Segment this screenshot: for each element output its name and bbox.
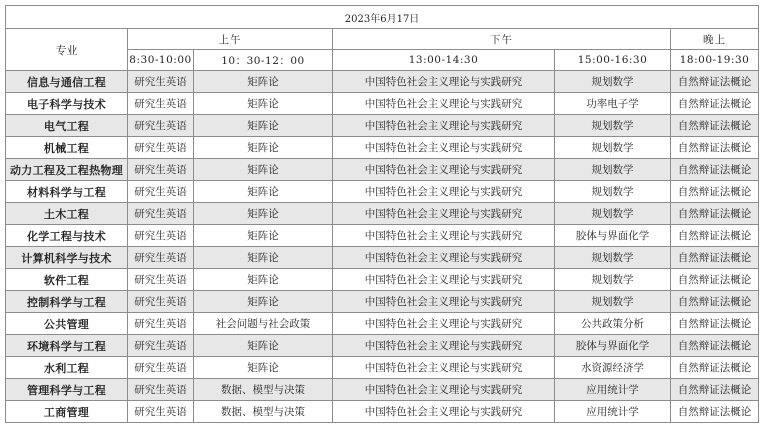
- major-cell[interactable]: 软件工程: [6, 269, 128, 291]
- time-slot-2[interactable]: 10：30-12：00: [194, 50, 333, 71]
- time-slot-1[interactable]: 8:30-10:00: [128, 50, 194, 71]
- slot-5-cell[interactable]: 自然辩证法概论: [671, 291, 759, 313]
- major-cell[interactable]: 控制科学与工程: [6, 291, 128, 313]
- major-cell[interactable]: 化学工程与技术: [6, 225, 128, 247]
- slot-5-cell[interactable]: 自然辩证法概论: [671, 247, 759, 269]
- slot-1-cell[interactable]: 研究生英语: [128, 313, 194, 335]
- table-row: [6, 225, 759, 247]
- slot-5-cell[interactable]: 自然辩证法概论: [671, 93, 759, 115]
- slot-3-cell[interactable]: 中国特色社会主义理论与实践研究: [333, 159, 555, 181]
- table-row: [6, 71, 759, 93]
- slot-3-cell[interactable]: 中国特色社会主义理论与实践研究: [333, 379, 555, 401]
- slot-1-cell[interactable]: 研究生英语: [128, 401, 194, 423]
- major-cell[interactable]: 计算机科学与技术: [6, 247, 128, 269]
- slot-2-cell[interactable]: 矩阵论: [194, 115, 333, 137]
- slot-2-cell[interactable]: 矩阵论: [194, 93, 333, 115]
- table-row: [6, 137, 759, 159]
- major-cell[interactable]: 环境科学与工程: [6, 335, 128, 357]
- slot-4-cell[interactable]: 规划数学: [555, 159, 671, 181]
- slot-1-cell[interactable]: 研究生英语: [128, 115, 194, 137]
- slot-2-cell[interactable]: 矩阵论: [194, 291, 333, 313]
- slot-5-cell[interactable]: 自然辩证法概论: [671, 401, 759, 423]
- slot-3-cell[interactable]: 中国特色社会主义理论与实践研究: [333, 203, 555, 225]
- slot-3-cell[interactable]: 中国特色社会主义理论与实践研究: [333, 247, 555, 269]
- table-row: [6, 115, 759, 137]
- major-cell[interactable]: 管理科学与工程: [6, 379, 128, 401]
- slot-1-cell[interactable]: 研究生英语: [128, 181, 194, 203]
- slot-3-cell[interactable]: 中国特色社会主义理论与实践研究: [333, 313, 555, 335]
- table-row: [6, 379, 759, 401]
- slot-3-cell[interactable]: 中国特色社会主义理论与实践研究: [333, 115, 555, 137]
- slot-1-cell[interactable]: 研究生英语: [128, 291, 194, 313]
- table-row: [6, 247, 759, 269]
- table-row: [6, 93, 759, 115]
- slot-1-cell[interactable]: 研究生英语: [128, 159, 194, 181]
- slot-3-cell[interactable]: 中国特色社会主义理论与实践研究: [333, 357, 555, 379]
- slot-5-cell[interactable]: 自然辩证法概论: [671, 115, 759, 137]
- table-row: [6, 291, 759, 313]
- major-column-header[interactable]: 专业: [6, 29, 128, 71]
- slot-3-cell[interactable]: 中国特色社会主义理论与实践研究: [333, 335, 555, 357]
- slot-2-cell[interactable]: 矩阵论: [194, 181, 333, 203]
- table-row: [6, 335, 759, 357]
- slot-4-cell[interactable]: 规划数学: [555, 203, 671, 225]
- period-afternoon[interactable]: 下午: [333, 29, 671, 50]
- table-row: [6, 313, 759, 335]
- slot-3-cell[interactable]: 中国特色社会主义理论与实践研究: [333, 225, 555, 247]
- period-evening[interactable]: 晚上: [671, 29, 759, 50]
- major-cell[interactable]: 电子科学与技术: [6, 93, 128, 115]
- table-row: [6, 401, 759, 423]
- slot-2-cell[interactable]: 矩阵论: [194, 225, 333, 247]
- slot-3-cell[interactable]: 中国特色社会主义理论与实践研究: [333, 181, 555, 203]
- slot-4-cell[interactable]: 规划数学: [555, 115, 671, 137]
- table-row: [6, 269, 759, 291]
- slot-3-cell[interactable]: 中国特色社会主义理论与实践研究: [333, 71, 555, 93]
- slot-1-cell[interactable]: 研究生英语: [128, 247, 194, 269]
- slot-3-cell[interactable]: 中国特色社会主义理论与实践研究: [333, 93, 555, 115]
- slot-4-cell[interactable]: 规划数学: [555, 269, 671, 291]
- major-cell[interactable]: 土木工程: [6, 203, 128, 225]
- period-row: [6, 29, 759, 50]
- slot-5-cell[interactable]: 自然辩证法概论: [671, 159, 759, 181]
- slot-3-cell[interactable]: 中国特色社会主义理论与实践研究: [333, 291, 555, 313]
- slot-5-cell[interactable]: 自然辩证法概论: [671, 225, 759, 247]
- time-slot-4[interactable]: 15:00-16:30: [555, 50, 671, 71]
- slot-2-cell[interactable]: 社会问题与社会政策: [194, 313, 333, 335]
- slot-3-cell[interactable]: 中国特色社会主义理论与实践研究: [333, 401, 555, 423]
- slot-2-cell[interactable]: 矩阵论: [194, 269, 333, 291]
- slot-1-cell[interactable]: 研究生英语: [128, 269, 194, 291]
- table-row: [6, 357, 759, 379]
- date-row: [6, 6, 759, 29]
- major-cell[interactable]: 机械工程: [6, 137, 128, 159]
- slot-4-cell[interactable]: 胶体与界面化学: [555, 335, 671, 357]
- major-cell[interactable]: 信息与通信工程: [6, 71, 128, 93]
- slot-2-cell[interactable]: 矩阵论: [194, 357, 333, 379]
- major-cell[interactable]: 材料科学与工程: [6, 181, 128, 203]
- slot-1-cell[interactable]: 研究生英语: [128, 93, 194, 115]
- table-row: [6, 181, 759, 203]
- slot-2-cell[interactable]: 矩阵论: [194, 247, 333, 269]
- time-slot-3[interactable]: 13:00-14:30: [333, 50, 555, 71]
- slot-4-cell[interactable]: 规划数学: [555, 71, 671, 93]
- major-cell[interactable]: 动力工程及工程热物理: [6, 159, 128, 181]
- slot-1-cell[interactable]: 研究生英语: [128, 203, 194, 225]
- slot-2-cell[interactable]: 矩阵论: [194, 137, 333, 159]
- slot-1-cell[interactable]: 研究生英语: [128, 225, 194, 247]
- slot-1-cell[interactable]: 研究生英语: [128, 379, 194, 401]
- major-cell[interactable]: 公共管理: [6, 313, 128, 335]
- exam-schedule-table: [5, 5, 759, 423]
- slot-5-cell[interactable]: 自然辩证法概论: [671, 203, 759, 225]
- slot-5-cell[interactable]: 自然辩证法概论: [671, 357, 759, 379]
- slot-5-cell[interactable]: 自然辩证法概论: [671, 181, 759, 203]
- slot-4-cell[interactable]: 公共政策分析: [555, 313, 671, 335]
- slot-4-cell[interactable]: 胶体与界面化学: [555, 225, 671, 247]
- slot-5-cell[interactable]: 自然辩证法概论: [671, 379, 759, 401]
- slot-3-cell[interactable]: 中国特色社会主义理论与实践研究: [333, 137, 555, 159]
- slot-1-cell[interactable]: 研究生英语: [128, 71, 194, 93]
- slot-1-cell[interactable]: 研究生英语: [128, 137, 194, 159]
- slot-2-cell[interactable]: 矩阵论: [194, 335, 333, 357]
- table-row: [6, 159, 759, 181]
- slot-2-cell[interactable]: 矩阵论: [194, 159, 333, 181]
- slot-4-cell[interactable]: 规划数学: [555, 181, 671, 203]
- slot-1-cell[interactable]: 研究生英语: [128, 335, 194, 357]
- slot-2-cell[interactable]: 矩阵论: [194, 71, 333, 93]
- slot-2-cell[interactable]: 数据、模型与决策: [194, 379, 333, 401]
- major-cell[interactable]: 电气工程: [6, 115, 128, 137]
- table-row: [6, 203, 759, 225]
- slot-5-cell[interactable]: 自然辩证法概论: [671, 335, 759, 357]
- slot-5-cell[interactable]: 自然辩证法概论: [671, 269, 759, 291]
- major-cell[interactable]: 水利工程: [6, 357, 128, 379]
- period-morning[interactable]: 上午: [128, 29, 333, 50]
- schedule-date[interactable]: 2023年6月17日: [6, 6, 759, 29]
- slot-1-cell[interactable]: 研究生英语: [128, 357, 194, 379]
- slot-5-cell[interactable]: 自然辩证法概论: [671, 313, 759, 335]
- time-slot-5[interactable]: 18:00-19:30: [671, 50, 759, 71]
- slot-3-cell[interactable]: 中国特色社会主义理论与实践研究: [333, 269, 555, 291]
- major-cell[interactable]: 工商管理: [6, 401, 128, 423]
- slot-5-cell[interactable]: 自然辩证法概论: [671, 71, 759, 93]
- slot-4-cell[interactable]: 水资源经济学: [555, 357, 671, 379]
- slot-4-cell[interactable]: 规划数学: [555, 291, 671, 313]
- slot-2-cell[interactable]: 数据、模型与决策: [194, 401, 333, 423]
- slot-4-cell[interactable]: 规划数学: [555, 247, 671, 269]
- slot-2-cell[interactable]: 矩阵论: [194, 203, 333, 225]
- slot-4-cell[interactable]: 功率电子学: [555, 93, 671, 115]
- schedule-sheet: [5, 5, 759, 423]
- slot-5-cell[interactable]: 自然辩证法概论: [671, 137, 759, 159]
- slot-4-cell[interactable]: 规划数学: [555, 137, 671, 159]
- slot-4-cell[interactable]: 应用统计学: [555, 401, 671, 423]
- slot-4-cell[interactable]: 应用统计学: [555, 379, 671, 401]
